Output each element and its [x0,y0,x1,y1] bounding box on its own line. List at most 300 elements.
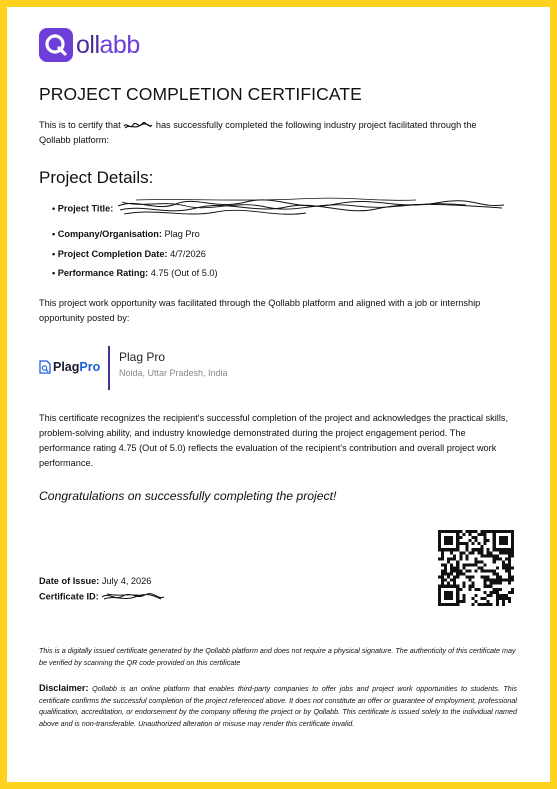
qr-module [450,566,453,569]
qr-module [453,582,456,585]
company-location: Noida, Uttar Pradesh, India [119,368,228,378]
qr-module [438,576,441,579]
qr-module [474,600,477,603]
qr-module [468,551,471,554]
qr-module [490,579,493,582]
qr-module [444,594,447,597]
qr-module [462,533,465,536]
qr-module [444,536,447,539]
qr-module [508,597,511,600]
qr-module [487,530,490,533]
qr-module [505,563,508,566]
qr-module [444,579,447,582]
intro-paragraph: This is to certify that has successfully completed the following industry project facilitated through the Qollabb platform: [39,120,477,145]
qr-module [511,545,514,548]
qr-module [481,530,484,533]
qr-module [438,530,441,533]
qr-module [438,557,441,560]
qr-module [450,591,453,594]
qr-module [484,597,487,600]
qr-module [450,557,453,560]
qr-module [453,557,456,560]
qr-module [487,570,490,573]
qr-module [493,542,496,545]
qr-module [456,560,459,563]
qr-module [456,600,459,603]
qr-module [508,579,511,582]
qr-module [499,548,502,551]
qr-module [502,579,505,582]
qr-module [444,548,447,551]
qr-module [502,551,505,554]
qr-module [453,603,456,606]
qr-module [496,582,499,585]
qr-module [453,579,456,582]
qr-module [487,551,490,554]
qr-module [468,563,471,566]
qr-module [441,548,444,551]
qr-module [462,594,465,597]
qr-module [474,560,477,563]
qr-module [441,579,444,582]
qr-module [511,533,514,536]
qr-module [441,557,444,560]
qr-module [444,591,447,594]
qr-module [441,570,444,573]
qr-module [490,585,493,588]
qr-module [499,557,502,560]
qr-module [505,548,508,551]
qr-module [447,603,450,606]
qollabb-logo-icon [39,28,73,62]
qr-module [441,582,444,585]
qr-module [441,603,444,606]
qr-module [484,576,487,579]
qr-module [490,594,493,597]
qr-module [496,548,499,551]
qr-module [447,536,450,539]
qr-module [511,579,514,582]
qr-module [490,570,493,573]
qr-module [493,536,496,539]
qr-module [459,573,462,576]
company-name: Plag Pro [119,350,166,364]
qr-module [456,539,459,542]
disclaimer: Disclaimer: Qollabb is an online platform that enables third-party companies to offer jobs and project work opportunities to students. This certificate confirms the successful completion of the project referenced above. It does not constitute an offer or guarantee of employment, professional qualification, accreditation, or endorsement by the company offering the project or by Qollabb. This certificate is issued solely to the individual named above and is non-transferable. Unauthorized alteration or misuse may render this certificate invalid. [39,683,517,728]
company-card [39,346,339,390]
qr-module [484,603,487,606]
qr-module [447,542,450,545]
qr-module [505,530,508,533]
qr-module [511,576,514,579]
qr-module [447,591,450,594]
qr-module [484,554,487,557]
qr-module [444,585,447,588]
qr-module [459,600,462,603]
qr-module [471,536,474,539]
qr-module [487,554,490,557]
qr-module [456,591,459,594]
qr-module [481,570,484,573]
qr-module [444,566,447,569]
qr-module [496,597,499,600]
qr-module [505,536,508,539]
qr-module [438,591,441,594]
qr-module [499,542,502,545]
qr-module [474,563,477,566]
qr-module [459,551,462,554]
qr-module [450,542,453,545]
qr-module [484,570,487,573]
qr-module [481,548,484,551]
qr-module [453,570,456,573]
qr-module [511,554,514,557]
redacted-project-title [116,196,506,222]
qr-module [441,551,444,554]
qr-module [447,582,450,585]
qr-module [502,600,505,603]
qr-module [484,539,487,542]
qr-module [471,582,474,585]
qr-module [456,603,459,606]
qr-module [508,563,511,566]
card-divider [108,346,110,390]
qr-module [471,548,474,551]
plagpro-doc-icon [39,360,51,374]
qr-module [478,588,481,591]
qr-module [505,579,508,582]
certificate-id: Certificate ID: [39,591,165,603]
qr-module [478,542,481,545]
qr-module [481,597,484,600]
qr-module [487,600,490,603]
qr-module [484,591,487,594]
qr-module [459,570,462,573]
qollabb-logo [39,27,140,63]
qr-module [478,603,481,606]
qr-module [459,542,462,545]
qr-module [471,530,474,533]
qr-module [502,594,505,597]
qr-module [462,566,465,569]
qr-module [511,530,514,533]
qr-module [499,539,502,542]
qr-module [444,539,447,542]
qr-module [496,594,499,597]
qr-module [447,560,450,563]
certificate-title: PROJECT COMPLETION CERTIFICATE [39,84,362,104]
qr-module [468,533,471,536]
qr-module [450,573,453,576]
qr-module [490,591,493,594]
qr-module [468,539,471,542]
qr-module [471,542,474,545]
qr-module [474,557,477,560]
qr-module [496,573,499,576]
qr-module [505,557,508,560]
qr-module [481,603,484,606]
qr-module [474,539,477,542]
qr-module [465,557,468,560]
qr-module [453,554,456,557]
qr-module [481,545,484,548]
qr-module [438,542,441,545]
qr-module [444,542,447,545]
qr-module [493,591,496,594]
qr-module [508,576,511,579]
qr-module [459,557,462,560]
qr-module [511,539,514,542]
qr-module [468,585,471,588]
qr-module [456,594,459,597]
qr-module [441,530,444,533]
qr-module [441,576,444,579]
qr-module [450,585,453,588]
qr-module [447,585,450,588]
qr-module [493,573,496,576]
qr-module [459,554,462,557]
digital-issue-note: This is a digitally issued certificate generated by the Qollabb platform and does not require a physical signature. The authenticity of this certificate may be verified by scanning the QR code provided on this certificate [39,646,516,667]
qr-module [450,570,453,573]
qr-module [447,557,450,560]
qr-module [496,557,499,560]
qr-module [444,530,447,533]
qr-module [447,597,450,600]
qr-module [511,551,514,554]
qr-module [450,603,453,606]
qr-module [471,563,474,566]
qr-module [438,600,441,603]
qr-module [502,563,505,566]
qr-module [462,582,465,585]
qr-module [456,585,459,588]
qr-module [502,603,505,606]
qr-module [450,563,453,566]
qr-module [450,594,453,597]
qr-module [508,551,511,554]
qr-module [499,536,502,539]
qr-module [468,530,471,533]
qr-module [493,539,496,542]
qr-module [481,533,484,536]
qr-module [490,582,493,585]
qr-module [441,563,444,566]
qr-module [499,597,502,600]
qr-module [496,603,499,606]
qr-module [496,588,499,591]
qr-module [438,536,441,539]
qr-module [481,554,484,557]
facilitated-paragraph: This project work opportunity was facilitated through the Qollabb platform and aligned with a job or internship opportunity posted by: [39,298,481,323]
qr-module [511,591,514,594]
qr-module [478,533,481,536]
qr-module [487,576,490,579]
congratulations-text: Congratulations on successfully completing the project! [39,489,337,503]
qr-module [465,576,468,579]
qr-module [438,594,441,597]
qr-module [456,536,459,539]
qr-module [447,539,450,542]
qr-module [438,545,441,548]
qr-module [505,597,508,600]
qr-module [438,533,441,536]
qr-module [465,554,468,557]
qr-module [450,548,453,551]
qr-module [505,539,508,542]
qr-module [471,603,474,606]
qr-module [456,563,459,566]
qr-module [511,536,514,539]
qr-module [438,548,441,551]
qr-module [505,551,508,554]
qr-module [499,594,502,597]
qr-module [493,533,496,536]
qr-module [508,560,511,563]
qr-module [484,533,487,536]
company-row: • Company/Organisation: Plag Pro [52,229,200,239]
qr-module [474,588,477,591]
qr-module [456,570,459,573]
qr-module [496,591,499,594]
qr-module [496,600,499,603]
qr-module [493,548,496,551]
qr-module [490,603,493,606]
qr-module [447,530,450,533]
qr-module [456,548,459,551]
qr-module [456,597,459,600]
qr-module [474,530,477,533]
qr-module [456,566,459,569]
qr-module [484,542,487,545]
qr-module [450,539,453,542]
qr-module [484,563,487,566]
qr-module [478,566,481,569]
qr-module [496,566,499,569]
date-of-issue: Date of Issue: July 4, 2026 [39,576,152,586]
qr-module [493,570,496,573]
qr-module [456,573,459,576]
qr-module [462,585,465,588]
qr-module [490,554,493,557]
qr-module [438,603,441,606]
qr-module [505,570,508,573]
qr-module [474,570,477,573]
qr-module [484,585,487,588]
qr-module [450,579,453,582]
qr-module [505,566,508,569]
recognition-paragraph: This certificate recognizes the recipient's successful completion of the project and acknowledges the practical skills, problem-solving ability, and industry knowledge demonstrated during the project engagement period. The performance rating 4.75 (Out of 5.0) reflects the evaluation of the recipient's contribution and overall project work performance. [39,413,509,468]
qr-module [471,585,474,588]
qr-module [487,603,490,606]
qr-module [502,530,505,533]
qr-module [493,554,496,557]
qr-module [447,548,450,551]
project-details-heading: Project Details: [39,168,154,187]
qr-module [508,570,511,573]
qr-module [484,579,487,582]
qr-module [493,557,496,560]
qr-module [444,597,447,600]
qr-module [456,576,459,579]
qr-module [484,530,487,533]
qr-module [496,530,499,533]
verification-qr-code[interactable] [438,530,514,606]
qr-module [453,566,456,569]
qr-module [487,579,490,582]
qr-module [447,594,450,597]
qr-module [471,597,474,600]
qr-module [478,560,481,563]
qr-module [481,560,484,563]
qr-module [468,576,471,579]
redacted-certificate-id [101,591,165,603]
qr-module [511,566,514,569]
qr-module [456,530,459,533]
qr-module [456,588,459,591]
qr-module [459,588,462,591]
qr-module [508,554,511,557]
qr-module [496,554,499,557]
qr-module [450,551,453,554]
qr-module [465,570,468,573]
qr-module [474,594,477,597]
qr-module [459,536,462,539]
qr-module [462,563,465,566]
qr-module [441,554,444,557]
qr-module [444,603,447,606]
qr-module [493,545,496,548]
qr-module [505,594,508,597]
qr-module [474,536,477,539]
qr-module [508,557,511,560]
qr-module [456,542,459,545]
qr-module [438,585,441,588]
qr-module [511,548,514,551]
qr-module [465,542,468,545]
qr-module [481,566,484,569]
qr-module [499,576,502,579]
qr-module [499,530,502,533]
qr-module [462,597,465,600]
qr-module [502,597,505,600]
qr-module [444,573,447,576]
qr-module [441,573,444,576]
qr-module [508,582,511,585]
qr-module [487,539,490,542]
qr-module [453,576,456,579]
qr-module [465,545,468,548]
qr-module [508,530,511,533]
qr-module [493,579,496,582]
qr-module [474,548,477,551]
qr-module [465,530,468,533]
qr-module [453,585,456,588]
qr-module [493,530,496,533]
qr-module [478,548,481,551]
qr-module [490,551,493,554]
qr-module [508,566,511,569]
qr-module [453,548,456,551]
qr-module [438,539,441,542]
qr-module [465,563,468,566]
qr-module [471,576,474,579]
qr-module [502,536,505,539]
qr-module [465,548,468,551]
qr-module [456,545,459,548]
qr-module [456,533,459,536]
qr-module [493,560,496,563]
qr-module [493,582,496,585]
